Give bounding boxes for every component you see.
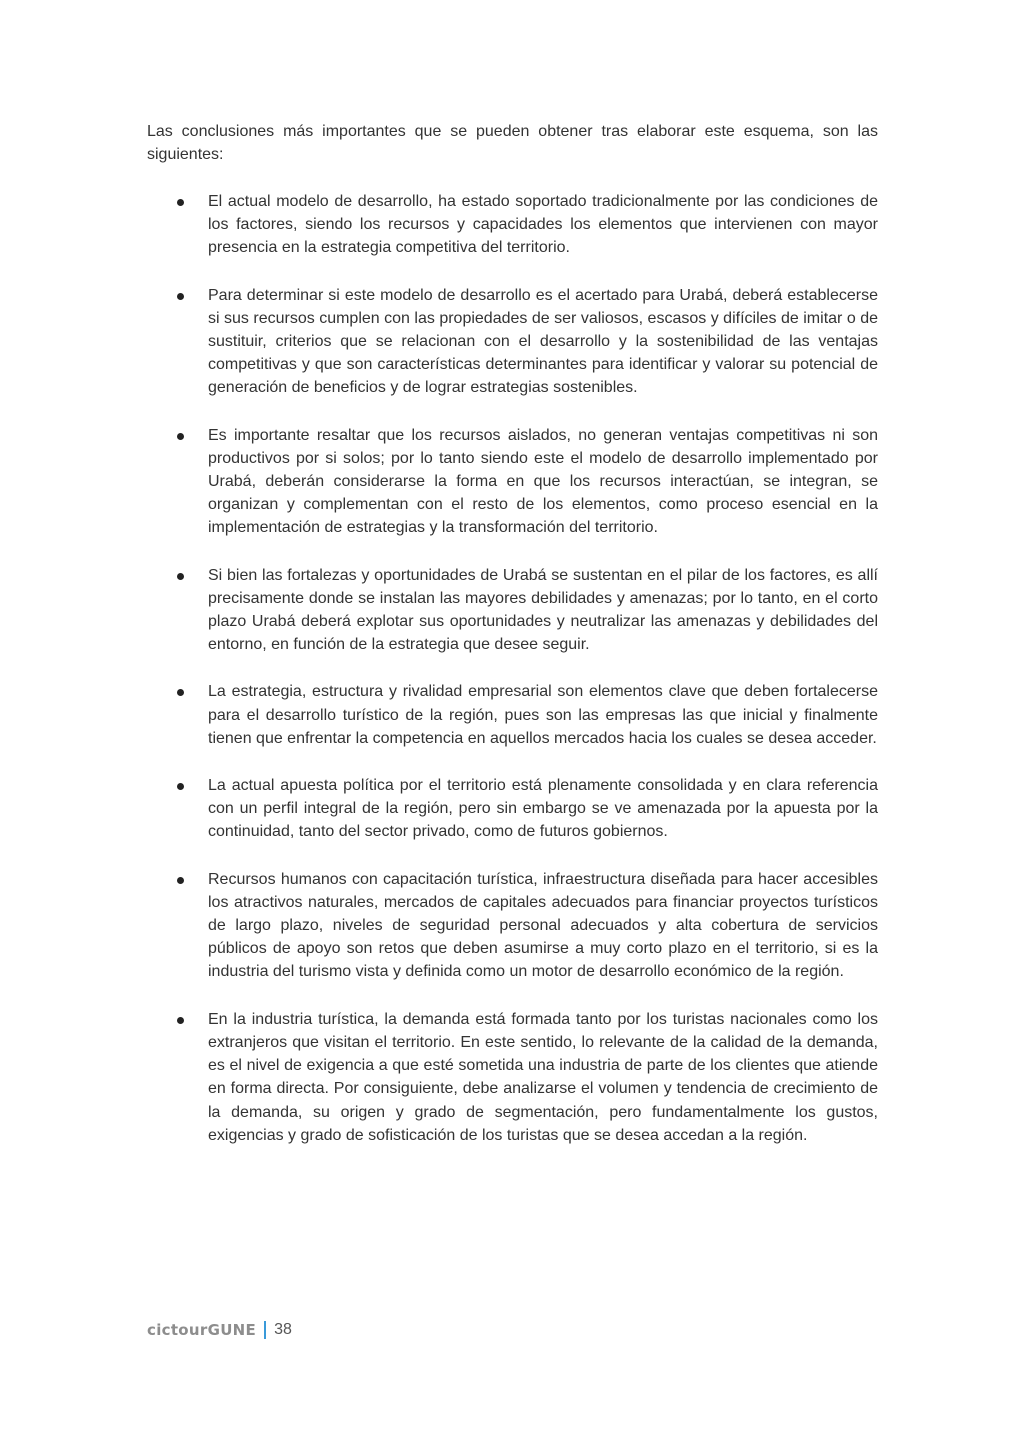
bullet-icon xyxy=(177,573,184,580)
bullet-icon xyxy=(177,293,184,300)
list-item xyxy=(147,774,878,844)
page-number: 38 xyxy=(274,1321,292,1338)
list-item xyxy=(147,190,878,260)
bullet-icon xyxy=(177,199,184,206)
list-item-text: En la industria turística, la demanda está formada tanto por los turistas nacionales como los extranjeros que visitan el territorio. En este sentido, lo relevante de la calidad de la demanda, es el nivel de exigencia a que esté sometida una industria de parte de los clientes que atiende en forma directa. Por consiguiente, debe analizarse el volumen y tendencia de crecimiento de la demanda, su origen y grado de segmentación, pero fundamentalmente los gustos, exigencias y grado de sofisticación de los turistas que se desea accedan a la región. xyxy=(208,1010,878,1144)
list-item-text: La actual apuesta política por el territorio está plenamente consolidada y en clara referencia con un perfil integral de la región, pero sin embargo se ve amenazada por la apuesta por la continuidad, tanto del sector privado, como de futuros gobiernos. xyxy=(208,777,878,841)
page-footer xyxy=(147,1318,292,1342)
list-item-text: El actual modelo de desarrollo, ha estado soportado tradicionalmente por las condiciones de los factores, siendo los recursos y capacidades los elementos que intervienen con mayor presencia en la estrategia competitiva del territorio. xyxy=(208,193,878,257)
document-body xyxy=(147,120,878,1171)
list-item xyxy=(147,424,878,540)
footer-separator xyxy=(264,1321,266,1339)
list-item-text: La estrategia, estructura y rivalidad empresarial son elementos clave que deben fortalecerse para el desarrollo turístico de la región, pues son las empresas las que inicial y finalmente tienen que enfrentar la competencia en aquellos mercados hacia los cuales se desea acceder. xyxy=(208,683,878,747)
conclusions-list xyxy=(147,190,878,1147)
list-item-text: Recursos humanos con capacitación turística, infraestructura diseñada para hacer accesibles los atractivos naturales, mercados de capitales adecuados para financiar proyectos turísticos de largo plazo, niveles de seguridad personal adecuados y alta cobertura de servicios públicos de apoyo son retos que deben asumirse a muy corto plazo en el territorio, si es la industria del turismo vista y definida como un motor de desarrollo económico de la región. xyxy=(208,870,878,981)
bullet-icon xyxy=(177,877,184,884)
list-item-text: Si bien las fortalezas y oportunidades de Urabá se sustentan en el pilar de los factores, es allí precisamente donde se instalan las mayores debilidades y amenazas; por lo tanto, en el corto plazo Urabá deberá explotar sus oportunidades y neutralizar las amenazas y debilidades del entorno, en función de la estrategia que desee seguir. xyxy=(208,566,878,654)
bullet-icon xyxy=(177,433,184,440)
list-item-text: Es importante resaltar que los recursos aislados, no generan ventajas competitivas ni son productivos por si solos; por lo tanto siendo este el modelo de desarrollo implementado por Urabá, deberán considerarse la forma en que los recursos interactúan, se integran, se organizan y complementan con el resto de los elementos, como proceso esencial en la implementación de estrategias y la transformación del territorio. xyxy=(208,426,878,537)
list-item xyxy=(147,1008,878,1147)
list-item xyxy=(147,564,878,657)
list-item xyxy=(147,284,878,400)
list-item xyxy=(147,680,878,750)
bullet-icon xyxy=(177,783,184,790)
brand-logo: cictourGUNE xyxy=(147,1321,257,1339)
intro-paragraph: Las conclusiones más importantes que se pueden obtener tras elaborar este esquema, son las siguientes: xyxy=(147,123,878,163)
bullet-icon xyxy=(177,1017,184,1024)
list-item xyxy=(147,868,878,984)
bullet-icon xyxy=(177,689,184,696)
list-item-text: Para determinar si este modelo de desarrollo es el acertado para Urabá, deberá establecerse si sus recursos cumplen con las propiedades de ser valiosos, escasos y difíciles de imitar o de sustituir, criterios que se relacionan con el desarrollo y la sostenibilidad de las ventajas competitivas y que son características determinantes para identificar y valorar su potencial de generación de beneficios y de lograr estrategias sostenibles. xyxy=(208,286,878,397)
